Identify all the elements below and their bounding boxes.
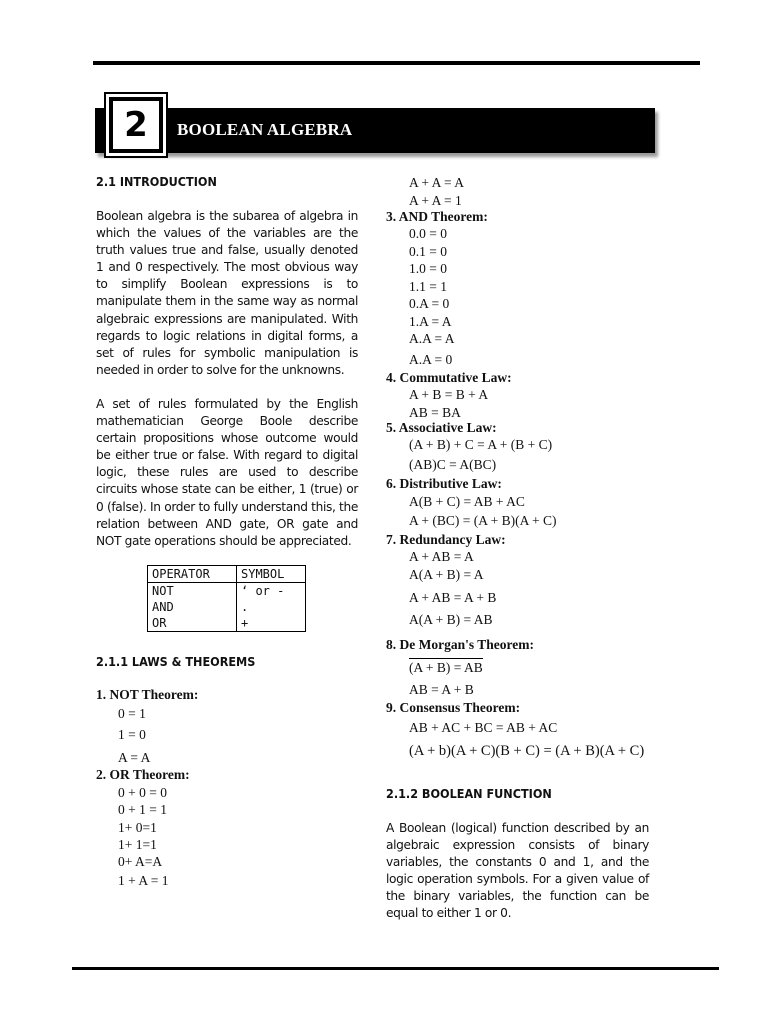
redundancy-eq: A + AB = A <box>409 549 474 564</box>
associative-title: 5. Associative Law: <box>386 420 497 435</box>
not-theorem-title: 1. NOT Theorem: <box>96 687 199 702</box>
and-eq: 0.1 = 0 <box>409 244 447 259</box>
table-header-operator: OPERATOR <box>148 566 237 583</box>
intro-paragraph-1: Boolean algebra is the subarea of algebra in which the values of the variables are the truth values true and false, usually denoted 1 and 0 respectively. The most obvious way to simplify Boolean expressions is to manipulate them in the same way as normal algebraic expressions are manipulated. With regards to logic relations in digital forms, a set of rules for symbolic manipulation is needed in order to solve for the unknowns. <box>96 209 358 377</box>
boolean-function-paragraph: A Boolean (logical) function described by an algebraic expression consists of binary variables, the constants 0 and 1, and the logic operation symbols. For a given value of the binary variables, the function can be equal to either 1 or 0. <box>386 821 649 921</box>
de-morgan-eq: (A + B) = AB <box>409 660 483 675</box>
operator-table <box>147 565 306 632</box>
or-eq: 0+ A=A <box>118 854 163 869</box>
laws-heading: 2.1.1 LAWS & THEOREMS <box>96 654 256 669</box>
de-morgan-title: 8. De Morgan's Theorem: <box>386 637 534 652</box>
and-eq: 0.0 = 0 <box>409 226 447 241</box>
table-cell: OR <box>148 615 237 632</box>
and-eq-complement: A.A = 0 <box>409 352 453 367</box>
distributive-eq: A(B + C) = AB + AC <box>409 494 525 509</box>
consensus-eq: (A + b)(A + C)(B + C) = (A + B)(A + C) <box>409 743 645 759</box>
and-eq: 0.A = 0 <box>409 296 450 311</box>
not-eq-2: 1 = 0 <box>118 727 146 742</box>
consensus-title: 9. Consensus Theorem: <box>386 700 521 715</box>
bottom-rule <box>72 967 719 970</box>
distributive-eq: A + (BC) = (A + B)(A + C) <box>409 513 557 528</box>
chapter-number-box <box>106 94 166 156</box>
commutative-eq: AB = BA <box>409 405 461 420</box>
or-eq: A + A = A <box>409 175 464 190</box>
associative-eq: (AB)C = A(BC) <box>409 457 497 472</box>
intro-heading: 2.1 INTRODUCTION <box>96 174 217 189</box>
or-eq: 1+ 0=1 <box>118 820 157 835</box>
consensus-eq: AB + AC + BC = AB + AC <box>409 720 558 735</box>
chapter-number: 2 <box>113 101 159 149</box>
or-eq: 1 + A = 1 <box>118 873 169 888</box>
commutative-title: 4. Commutative Law: <box>386 370 512 385</box>
not-eq-3: A = A <box>118 750 151 765</box>
intro-paragraph-2: A set of rules formulated by the English mathematician George Boole describe certain propositions whose outcome would be either true or false. With regard to digital logic, these rules are used to describe circuits whose state can be either, 1 (true) or 0 (false). In order to fully understand this, the relation between AND gate, OR gate and NOT gate operations should be appreciated. <box>96 397 358 548</box>
top-rule <box>93 61 700 65</box>
and-eq: A.A = A <box>409 331 455 346</box>
commutative-eq: A + B = B + A <box>409 387 489 402</box>
redundancy-eq: A(A + B) = AB <box>409 612 493 627</box>
or-eq: 1+ 1=1 <box>118 837 157 852</box>
table-header-symbol: SYMBOL <box>237 566 306 583</box>
redundancy-title: 7. Redundancy Law: <box>386 532 506 547</box>
and-eq: 1.A = A <box>409 314 452 329</box>
redundancy-eq: A + AB = A + B <box>409 590 497 605</box>
distributive-title: 6. Distributive Law: <box>386 476 502 491</box>
boolean-function-heading: 2.1.2 BOOLEAN FUNCTION <box>386 786 552 801</box>
and-theorem-title: 3. AND Theorem: <box>386 209 488 224</box>
or-eq-complement: A + A = 1 <box>409 193 462 208</box>
and-eq: 1.0 = 0 <box>409 261 447 276</box>
redundancy-eq: A(A + B) = A <box>409 567 484 582</box>
table-cell: . <box>237 599 306 615</box>
or-theorem-title: 2. OR Theorem: <box>96 767 190 782</box>
de-morgan-eq: AB = A + B <box>409 682 474 697</box>
table-cell: AND <box>148 599 237 615</box>
table-cell: ‘ or - <box>237 583 306 600</box>
associative-eq: (A + B) + C = A + (B + C) <box>409 437 553 452</box>
not-eq-1: 0 = 1 <box>118 706 146 721</box>
table-cell: NOT <box>148 583 237 600</box>
table-cell: + <box>237 615 306 632</box>
and-eq: 1.1 = 1 <box>409 279 447 294</box>
or-eq: 0 + 0 = 0 <box>118 785 167 800</box>
or-eq: 0 + 1 = 1 <box>118 802 167 817</box>
chapter-title: BOOLEAN ALGEBRA <box>177 120 353 139</box>
